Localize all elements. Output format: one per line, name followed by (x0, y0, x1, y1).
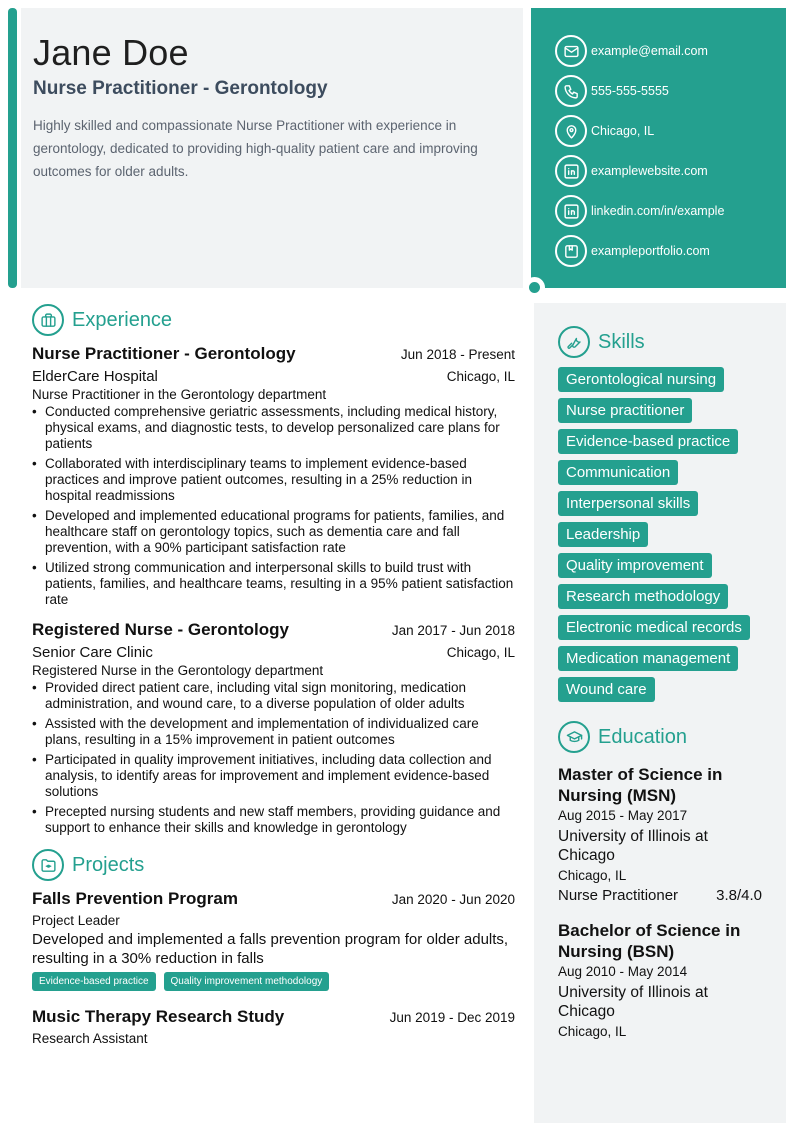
job-location: Chicago, IL (446, 369, 515, 384)
contact-portfolio-text: exampleportfolio.com (591, 244, 710, 258)
bullet-item: • Developed and implemented educational programs for patients, families, and healthcare staff on gerontology topics, such as dementia care and fall prevention, with a 90% participant satisfaction rate (32, 508, 515, 556)
wrench-icon (558, 326, 590, 358)
experience-entry (32, 344, 515, 608)
project-entry (32, 1007, 515, 1046)
project-description: Developed and implemented a falls prevention program for older adults, resulting in a 30% reduction in falls (32, 931, 509, 967)
skill-tag: Research methodology (558, 584, 728, 609)
skill-tag: Wound care (558, 677, 655, 702)
bullet-item: • Utilized strong communication and interpersonal skills to build trust with patients, families, and healthcare teams, resulting in a 95% patient satisfaction rate (32, 560, 515, 608)
contact-location (555, 111, 786, 151)
job-description: Registered Nurse in the Gerontology department (32, 663, 324, 678)
contact-email-text: example@email.com (591, 44, 708, 58)
education-title: Education (598, 725, 687, 748)
skills-section (558, 325, 762, 708)
skills-list (558, 367, 762, 708)
location-icon (555, 115, 587, 147)
job-bullets (32, 404, 515, 608)
education-field: Nurse Practitioner (558, 887, 679, 904)
bullet-item: • Assisted with the development and implementation of individualized care plans, resulting in a 15% improvement in patient outcomes (32, 716, 515, 748)
school: University of Illinois at Chicago (558, 984, 708, 1020)
contact-email[interactable] (555, 31, 786, 71)
skill-tag: Quality improvement (558, 553, 712, 578)
portfolio-icon (555, 235, 587, 267)
education-date: Aug 2015 - May 2017 (558, 808, 688, 823)
contact-phone[interactable] (555, 71, 786, 111)
job-organization: ElderCare Hospital (32, 368, 158, 385)
education-location: Chicago, IL (558, 868, 627, 883)
project-tag: Quality improvement methodology (164, 972, 330, 991)
linkedin-icon (555, 155, 587, 187)
contact-linkedin-text: linkedin.com/in/example (591, 204, 725, 218)
job-title: Registered Nurse - Gerontology (32, 620, 289, 639)
experience-section (32, 303, 515, 836)
experience-heading (32, 303, 515, 337)
skill-tag: Communication (558, 460, 678, 485)
contact-website-text: examplewebsite.com (591, 164, 708, 178)
education-heading (558, 720, 762, 754)
skill-tag: Medication management (558, 646, 738, 671)
phone-icon (555, 75, 587, 107)
project-role: Project Leader (32, 913, 120, 928)
candidate-name: Jane Doe (33, 32, 189, 73)
degree: Master of Science in Nursing (MSN) (558, 765, 723, 805)
project-title: Falls Prevention Program (32, 889, 238, 908)
experience-entry (32, 620, 515, 836)
contact-website[interactable] (555, 151, 786, 191)
education-gpa: 3.8/4.0 (716, 887, 762, 904)
school: University of Illinois at Chicago (558, 828, 708, 864)
skill-tag: Electronic medical records (558, 615, 750, 640)
skills-title: Skills (598, 330, 645, 353)
projects-title: Projects (72, 853, 145, 876)
resume-header (21, 8, 523, 288)
bullet-item: • Participated in quality improvement initiatives, including data collection and analysis, to identify areas for improvement and implement evidence-based solutions (32, 752, 515, 800)
contact-portfolio[interactable] (555, 231, 786, 271)
email-icon (555, 35, 587, 67)
divider-dot (524, 277, 545, 298)
project-tag: Evidence-based practice (32, 972, 156, 991)
summary: Highly skilled and compassionate Nurse Practitioner with experience in gerontology, dedicated to providing high-quality patient care and improving outcomes for older adults. (33, 117, 478, 179)
briefcase-icon (32, 304, 64, 336)
contact-panel (531, 8, 786, 288)
project-role: Research Assistant (32, 1031, 148, 1046)
experience-title: Experience (72, 308, 173, 331)
sidebar (534, 303, 786, 1123)
skills-heading (558, 325, 762, 359)
projects-section (32, 848, 515, 1046)
degree: Bachelor of Science in Nursing (BSN) (558, 921, 741, 961)
project-date: Jun 2019 - Dec 2019 (389, 1010, 515, 1025)
linkedin-icon (555, 195, 587, 227)
contact-location-text: Chicago, IL (591, 124, 655, 138)
education-date: Aug 2010 - May 2014 (558, 964, 688, 979)
bullet-item: • Collaborated with interdisciplinary teams to implement evidence-based practices and improve patient outcomes, resulting in a 25% reduction in hospital readmissions (32, 456, 515, 504)
graduation-cap-icon (558, 721, 590, 753)
project-title: Music Therapy Research Study (32, 1007, 285, 1026)
project-tags (32, 972, 515, 991)
main-column (32, 303, 515, 1046)
contact-linkedin[interactable] (555, 191, 786, 231)
job-bullets (32, 680, 515, 836)
job-description: Nurse Practitioner in the Gerontology department (32, 387, 327, 402)
education-entry (558, 764, 762, 904)
skill-tag: Gerontological nursing (558, 367, 724, 392)
skill-tag: Nurse practitioner (558, 398, 692, 423)
job-date: Jan 2017 - Jun 2018 (391, 623, 515, 638)
project-entry (32, 889, 515, 991)
job-location: Chicago, IL (446, 645, 515, 660)
folder-icon (32, 849, 64, 881)
skill-tag: Interpersonal skills (558, 491, 698, 516)
education-location: Chicago, IL (558, 1024, 627, 1039)
projects-heading (32, 848, 515, 882)
job-organization: Senior Care Clinic (32, 644, 153, 661)
bullet-item: • Conducted comprehensive geriatric assessments, including medical history, physical exams, and diagnostic tests, to develop personalized care plans for patients (32, 404, 515, 452)
bullet-item: • Provided direct patient care, including vital sign monitoring, medication administration, and wound care, to a diverse population of older adults (32, 680, 515, 712)
project-date: Jan 2020 - Jun 2020 (391, 892, 515, 907)
job-title: Nurse Practitioner - Gerontology (32, 344, 296, 363)
candidate-title: Nurse Practitioner - Gerontology (33, 77, 328, 99)
skill-tag: Evidence-based practice (558, 429, 738, 454)
accent-bar (8, 8, 17, 288)
skill-tag: Leadership (558, 522, 648, 547)
bullet-item: • Precepted nursing students and new staff members, providing guidance and support to enhance their skills and knowledge in gerontology (32, 804, 515, 836)
job-date: Jun 2018 - Present (400, 347, 515, 362)
education-entry (558, 920, 762, 1039)
education-section (558, 720, 762, 1039)
contact-phone-text: 555-555-5555 (591, 84, 669, 98)
